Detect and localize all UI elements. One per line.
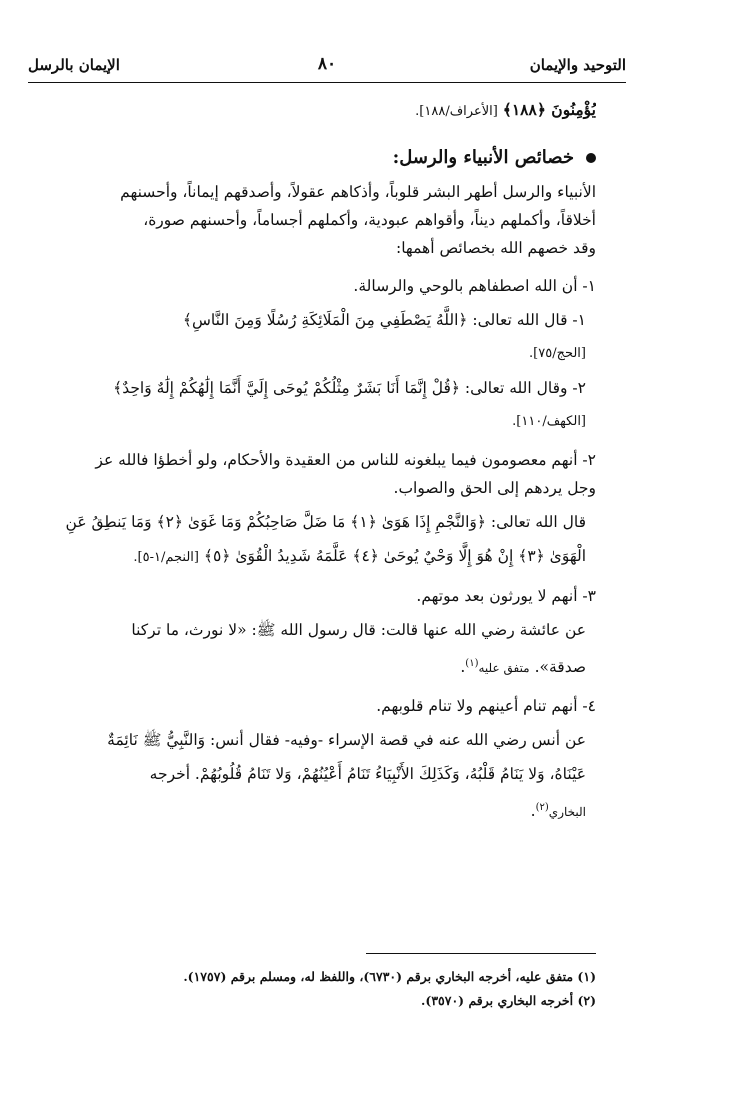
- point-1-verse-2: ٢- وقال الله تعالى: ﴿قُلْ إِنَّمَا أَنَا بَشَرٌ مِثْلُكُمْ يُوحَى إِلَيَّ أَنَّمَا إِلَٰهُكُمْ إِلَٰهٌ وَاحِدٌ﴾: [113, 379, 586, 397]
- footnote-2: (٢) أخرجه البخاري برقم (٣٥٧٠).: [421, 993, 596, 1008]
- point-3-heading: ٣- أنهم لا يورثون بعد موتهم.: [416, 587, 596, 605]
- page-number: ٨٠: [317, 54, 337, 74]
- point-1-verse-1-ref: [الحج/٧٥].: [529, 346, 586, 361]
- section-heading: [28, 144, 596, 172]
- opening-verse-line: [28, 96, 596, 126]
- opening-verse: يُؤْمِنُونَ ﴿١٨٨﴾: [502, 100, 596, 119]
- footnotes: [28, 965, 596, 1013]
- intro-line: أخلاقاً، وأكملهم ديناً، وأقواهم عبودية، وأكملهم أجساماً، وأحسنهم صورة،: [143, 211, 596, 229]
- point-4-heading: ٤- أنهم تنام أعينهم ولا تنام قلوبهم.: [376, 697, 596, 716]
- page-body: [28, 96, 596, 826]
- intro-line: وقد خصهم الله بخصائص أهمها:: [395, 239, 596, 257]
- footnote-divider: [366, 953, 596, 954]
- point-3-hadith-note: متفق عليه: [478, 661, 530, 676]
- intro-line: الأنبياء والرسل أطهر البشر قلوباً، وأذكاهم عقولاً، وأصدقهم إيماناً، وأحسنهم: [120, 183, 596, 201]
- page-header: [28, 52, 626, 83]
- point-3-hadith-end: صدقة».: [534, 658, 586, 677]
- header-book-title: التوحيد والإيمان: [529, 56, 626, 74]
- point-3-hadith-line-2: صدقة». متفق عليه$^{(١)}$.: [460, 658, 586, 677]
- header-chapter-title: الإيمان بالرسل: [28, 56, 120, 74]
- point-1-heading: ١- أن الله اصطفاهم بالوحي والرسالة.: [353, 277, 596, 295]
- bullet-icon: [586, 153, 596, 163]
- point-2-quote-ref: [النجم/١-٥].: [133, 550, 199, 565]
- point-4-hadith-line-3: البخاري$^{(٢)}$.: [530, 802, 586, 821]
- footnote-marker-1: (١): [465, 658, 479, 669]
- point-4-hadith-source: البخاري: [548, 805, 586, 820]
- point-2-heading-line-2: وجل يردهم إلى الحق والصواب.: [393, 479, 596, 497]
- point-2-quote-line-1: قال الله تعالى: ﴿وَالنَّجْمِ إِذَا هَوَىٰ ﴿١﴾ مَا ضَلَّ صَاحِبُكُمْ وَمَا غَوَىٰ ﴿٢﴾ وَمَا يَنطِقُ عَنِ: [65, 513, 586, 531]
- point-2-quote-text: الْهَوَىٰ ﴿٣﴾ إِنْ هُوَ إِلَّا وَحْيٌ يُوحَىٰ ﴿٤﴾ عَلَّمَهُ شَدِيدُ الْقُوَىٰ ﴿٥﴾: [203, 547, 586, 565]
- point-2-quote-line-2: [28, 542, 596, 572]
- section-title: خصائص الأنبياء والرسل:: [392, 147, 574, 168]
- point-3-hadith-line-1: عن عائشة رضي الله عنها قالت: قال رسول الله ﷺ: «لا نورث، ما تركنا: [131, 621, 586, 639]
- opening-verse-ref: [الأعراف/١٨٨].: [415, 104, 498, 119]
- footnote-marker-2: (٢): [535, 802, 549, 814]
- point-1-verse-2-ref: [الكهف/١١٠].: [512, 414, 586, 429]
- point-1-verse-1: ١- قال الله تعالى: ﴿اللَّهُ يَصْطَفِي مِنَ الْمَلَائِكَةِ رُسُلًا وَمِنَ النَّاسِ﴾: [182, 311, 586, 329]
- point-4-hadith-line-1: عن أنس رضي الله عنه في قصة الإسراء -وفيه- فقال أنس: وَالنَّبِيُّ ﷺ نَائِمَةٌ: [107, 731, 586, 750]
- point-4-hadith-line-2: عَيْنَاهُ، وَلا يَنَامُ قَلْبُهُ، وَكَذَلِكَ الأَنْبِيَاءُ تَنَامُ أَعْيُنُهُمْ، وَلا تَنَامُ قُلُوبُهُمْ. أخرجه: [149, 765, 586, 784]
- footnote-1: (١) متفق عليه، أخرجه البخاري برقم (٦٧٣٠)، واللفظ له، ومسلم برقم (١٧٥٧).: [183, 969, 596, 984]
- point-2-heading-line-1: ٢- أنهم معصومون فيما يبلغونه للناس من العقيدة والأحكام، ولو أخطؤا فالله عز: [95, 451, 596, 469]
